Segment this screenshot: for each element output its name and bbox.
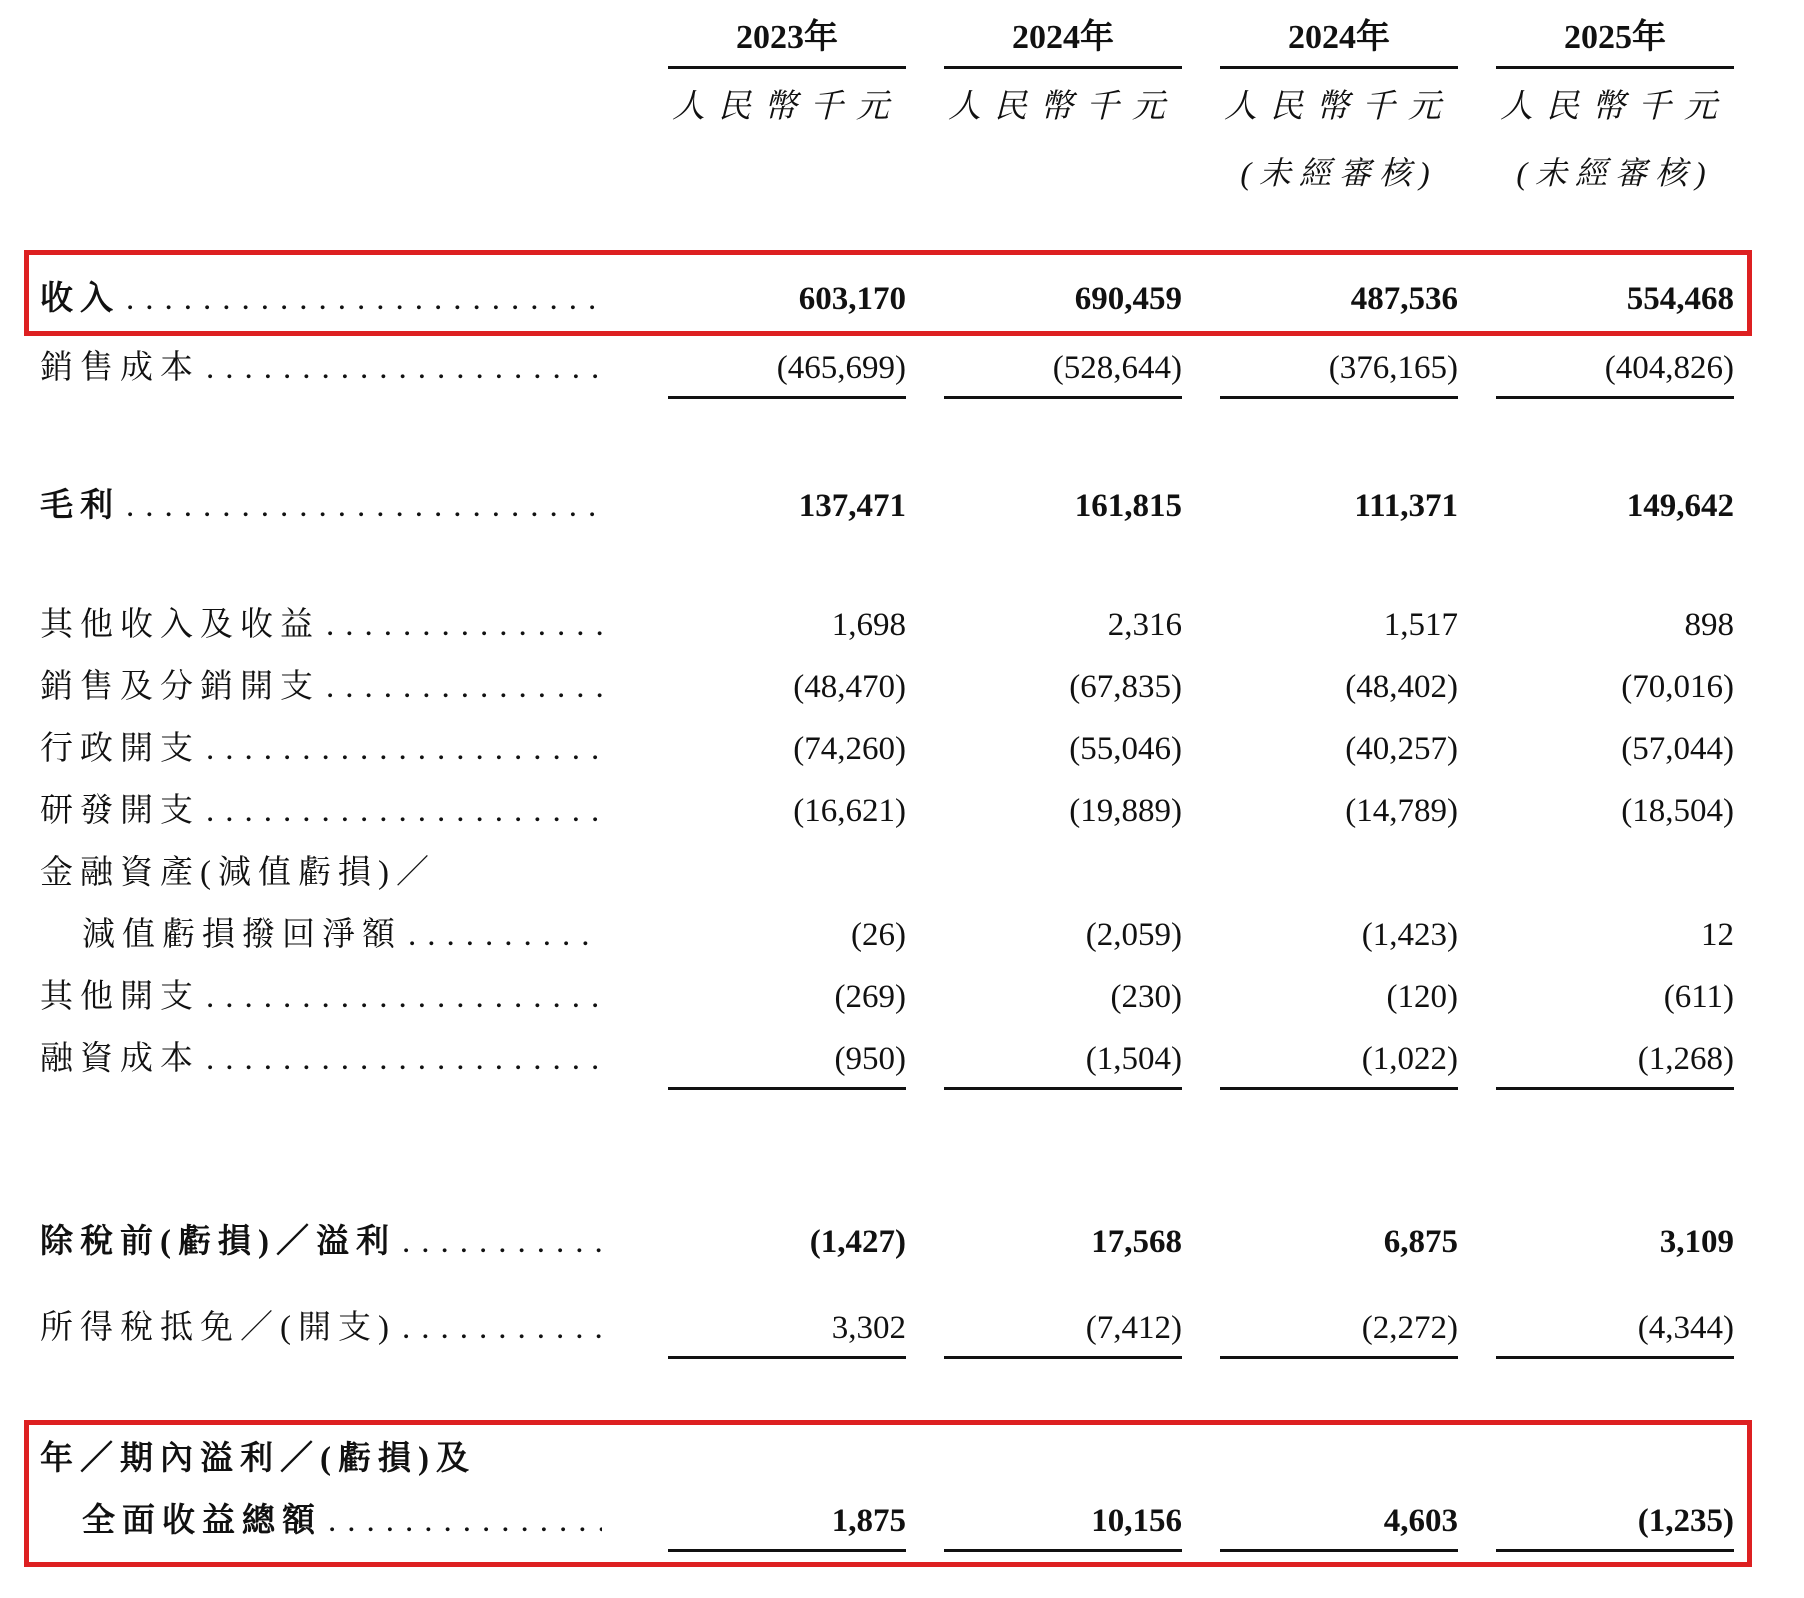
value-cell: 1,517 [1383, 607, 1458, 643]
dot-leader [326, 605, 602, 645]
value-cell: (1,504) [944, 1039, 1182, 1090]
value-cell: (55,046) [1069, 731, 1182, 767]
row-label-cell [40, 915, 630, 955]
unit-header: 人民幣千元 [1500, 89, 1730, 125]
year-header: 2023年 [668, 18, 906, 69]
value-cell: 137,471 [798, 488, 906, 524]
dot-leader [206, 791, 602, 831]
table-row [40, 1039, 1804, 1090]
value-cell: 603,170 [798, 281, 906, 317]
value-cell: (70,016) [1621, 669, 1734, 705]
row-label: 銷售成本 [40, 350, 200, 386]
value-cell: (57,044) [1621, 731, 1734, 767]
financial-statement-page [0, 18, 1804, 1598]
row-label-cell [40, 667, 630, 707]
value-cell: 12 [1701, 917, 1734, 953]
year-header: 2024年 [1220, 18, 1458, 69]
value-cell: (1,423) [1361, 917, 1458, 953]
value-cell: (611) [1663, 979, 1734, 1015]
row-label-cell [40, 729, 630, 769]
value-cell: 149,642 [1626, 488, 1734, 524]
value-cell: (2,272) [1220, 1308, 1458, 1359]
table-row [40, 1439, 1732, 1479]
dot-leader [206, 1039, 602, 1079]
value-cell: 1,875 [668, 1501, 906, 1552]
value-cell: 111,371 [1354, 488, 1458, 524]
dot-leader [408, 915, 602, 955]
value-cell: (67,835) [1069, 669, 1182, 705]
value-cell: 4,603 [1220, 1501, 1458, 1552]
table-row [40, 1308, 1804, 1359]
value-cell: 17,568 [1091, 1224, 1182, 1260]
value-cell: (269) [834, 979, 906, 1015]
table-row [40, 1222, 1804, 1262]
value-cell: (48,470) [793, 669, 906, 705]
value-cell: 690,459 [1074, 281, 1182, 317]
row-label: 其他開支 [40, 979, 200, 1015]
value-cell: (1,022) [1220, 1039, 1458, 1090]
value-cell: (4,344) [1496, 1308, 1734, 1359]
row-label-cell [40, 791, 630, 831]
unit-header: 人民幣千元 [948, 89, 1178, 125]
value-cell: (14,789) [1345, 793, 1458, 829]
dot-leader [206, 348, 602, 388]
value-cell: (2,059) [1085, 917, 1182, 953]
value-cell: 2,316 [1107, 607, 1182, 643]
table-row [40, 977, 1804, 1017]
table-row [40, 915, 1804, 955]
row-label: 除稅前(虧損)／溢利 [40, 1224, 396, 1260]
table-body [40, 250, 1804, 1567]
value-cell: 10,156 [944, 1501, 1182, 1552]
dot-leader [206, 977, 602, 1017]
row-label-cell [40, 1439, 630, 1479]
row-label: 其他收入及收益 [40, 607, 320, 643]
row-label: 金融資產(減值虧損)／ [40, 855, 436, 891]
unit-header: 人民幣千元 [1224, 89, 1454, 125]
dot-leader [126, 486, 602, 526]
row-label: 毛利 [40, 488, 120, 524]
value-cell: 1,698 [831, 607, 906, 643]
note-header: (未經審核) [1240, 155, 1438, 191]
value-cell: 3,109 [1659, 1224, 1734, 1260]
table-row [40, 791, 1804, 831]
value-cell: (40,257) [1345, 731, 1458, 767]
value-cell: (18,504) [1621, 793, 1734, 829]
year-header: 2024年 [944, 18, 1182, 69]
row-label: 行政開支 [40, 731, 200, 767]
row-label-cell [40, 348, 630, 388]
row-label-cell [40, 279, 630, 319]
dot-leader [328, 1501, 602, 1541]
table-row [40, 729, 1804, 769]
table-row [40, 348, 1804, 399]
value-cell: (26) [851, 917, 906, 953]
value-cell: (1,235) [1496, 1501, 1734, 1552]
row-label: 收入 [40, 281, 120, 317]
highlight-box-revenue [24, 250, 1752, 336]
row-label: 全面收益總額 [82, 1503, 322, 1539]
value-cell: (950) [668, 1039, 906, 1090]
row-label-cell [40, 1501, 630, 1541]
header-years-row [40, 18, 1804, 69]
value-cell: (1,268) [1496, 1039, 1734, 1090]
value-cell: (1,427) [809, 1224, 906, 1260]
value-cell: (120) [1386, 979, 1458, 1015]
row-label-cell [40, 1222, 630, 1262]
value-cell: 161,815 [1074, 488, 1182, 524]
row-label: 減值虧損撥回淨額 [82, 917, 402, 953]
unit-header: 人民幣千元 [672, 89, 902, 125]
value-cell: (528,644) [944, 348, 1182, 399]
highlight-box-total [24, 1420, 1752, 1567]
value-cell: 898 [1684, 607, 1734, 643]
value-cell: 554,468 [1626, 281, 1734, 317]
row-label: 研發開支 [40, 793, 200, 829]
table-row [40, 279, 1732, 319]
row-label: 銷售及分銷開支 [40, 669, 320, 705]
dot-leader [402, 1308, 602, 1348]
value-cell: (74,260) [793, 731, 906, 767]
value-cell: (404,826) [1496, 348, 1734, 399]
value-cell: (7,412) [944, 1308, 1182, 1359]
row-label-cell [40, 605, 630, 645]
row-label-cell [40, 1039, 630, 1079]
header-units-row [40, 87, 1804, 127]
table-row [40, 605, 1804, 645]
row-label-cell [40, 1308, 630, 1348]
row-label-cell [40, 853, 630, 893]
table-row [40, 1501, 1732, 1552]
row-label: 年／期內溢利／(虧損)及 [40, 1441, 476, 1477]
value-cell: (230) [1110, 979, 1182, 1015]
value-cell: 3,302 [668, 1308, 906, 1359]
value-cell: (376,165) [1220, 348, 1458, 399]
header-notes-row [40, 153, 1804, 193]
dot-leader [326, 667, 602, 707]
row-label: 所得稅抵免／(開支) [40, 1310, 396, 1346]
table-row [40, 853, 1804, 893]
row-label: 融資成本 [40, 1041, 200, 1077]
value-cell: 6,875 [1383, 1224, 1458, 1260]
value-cell: (19,889) [1069, 793, 1182, 829]
dot-leader [126, 279, 602, 319]
value-cell: (465,699) [668, 348, 906, 399]
year-header: 2025年 [1496, 18, 1734, 69]
dot-leader [206, 729, 602, 769]
table-row [40, 667, 1804, 707]
row-label-cell [40, 977, 630, 1017]
table-row [40, 486, 1804, 526]
value-cell: (48,402) [1345, 669, 1458, 705]
note-header: (未經審核) [1516, 155, 1714, 191]
value-cell: 487,536 [1350, 281, 1458, 317]
row-label-cell [40, 486, 630, 526]
dot-leader [402, 1222, 602, 1262]
value-cell: (16,621) [793, 793, 906, 829]
